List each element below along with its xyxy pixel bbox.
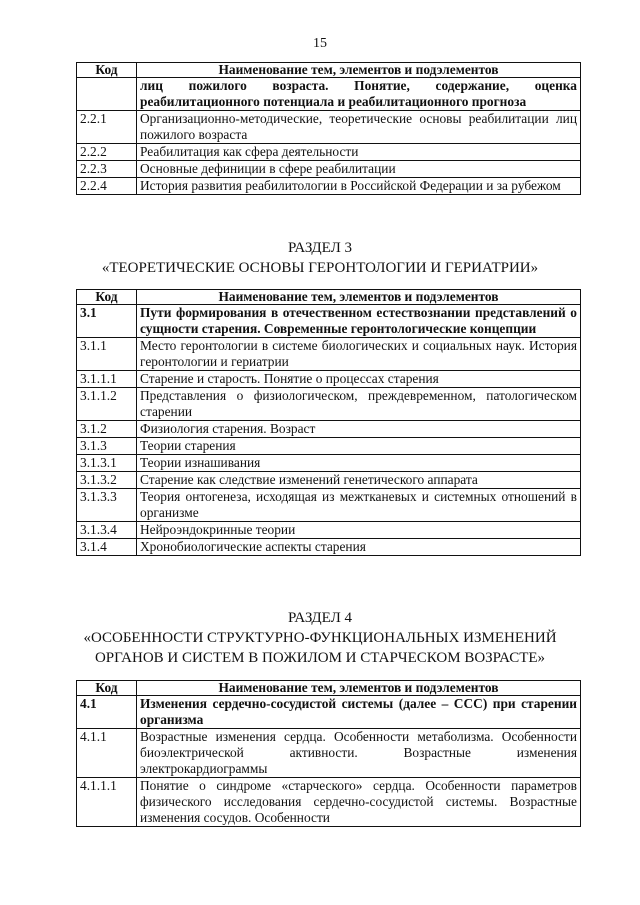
column-header-code: Код (77, 681, 137, 696)
table-header-row (77, 63, 581, 78)
row-code: 3.1 (77, 305, 137, 338)
table-row (77, 421, 581, 438)
row-code: 2.2.2 (77, 144, 137, 161)
row-name: Теории старения (137, 438, 581, 455)
row-name: Старение как следствие изменений генетического аппарата (137, 472, 581, 489)
row-name: История развития реабилитологии в Российской Федерации и за рубежом (137, 178, 581, 195)
row-name: Пути формирования в отечественном естествознании представлений о сущности старения. Современные геронтологические концепции (137, 305, 581, 338)
section-3-title: «ТЕОРЕТИЧЕСКИЕ ОСНОВЫ ГЕРОНТОЛОГИИ И ГЕРИАТРИИ» (101, 260, 539, 276)
row-code: 4.1.1.1 (77, 778, 137, 827)
row-code: 3.1.1 (77, 338, 137, 371)
table-row (77, 305, 581, 338)
row-code: 4.1.1 (77, 729, 137, 778)
row-name: Основные дефиниции в сфере реабилитации (137, 161, 581, 178)
table-row (77, 388, 581, 421)
row-code: 3.1.3.4 (77, 522, 137, 539)
column-header-code: Код (77, 63, 137, 78)
row-name: Возрастные изменения сердца. Особенности метаболизма. Особенности биоэлектрической активности. Возрастные изменения электрокардиограммы (137, 729, 581, 778)
row-code: 2.2.1 (77, 111, 137, 144)
table-row (77, 472, 581, 489)
column-header-name: Наименование тем, элементов и подэлементов (137, 63, 581, 78)
row-code: 3.1.3.1 (77, 455, 137, 472)
row-name: Старение и старость. Понятие о процессах старения (137, 371, 581, 388)
table-row (77, 778, 581, 827)
row-name: Изменения сердечно-сосудистой системы (далее – ССС) при старении организма (137, 696, 581, 729)
row-code: 3.1.1.2 (77, 388, 137, 421)
column-header-code: Код (77, 290, 137, 305)
row-code: 3.1.2 (77, 421, 137, 438)
row-name: Физиология старения. Возраст (137, 421, 581, 438)
row-name: Представления о физиологическом, преждевременном, патологическом старении (137, 388, 581, 421)
row-name: Понятие о синдроме «старческого» сердца. Особенности параметров физического исследования сердечно-сосудистой системы. Возрастные изменения сосудов. Особенности (137, 778, 581, 827)
section-3-label: РАЗДЕЛ 3 (287, 240, 353, 256)
column-header-name: Наименование тем, элементов и подэлементов (137, 681, 581, 696)
row-name: Хронобиологические аспекты старения (137, 539, 581, 556)
row-name: лиц пожилого возраста. Понятие, содержание, оценка реабилитационного потенциала и реабилитационного прогноза (137, 78, 581, 111)
section-4-label: РАЗДЕЛ 4 (287, 610, 353, 626)
section-4-title-line2: ОРГАНОВ И СИСТЕМ В ПОЖИЛОМ И СТАРЧЕСКОМ ВОЗРАСТЕ» (94, 650, 546, 666)
row-name: Организационно-методические, теоретические основы реабилитации лиц пожилого возраста (137, 111, 581, 144)
table-row (77, 78, 581, 111)
row-name: Теория онтогенеза, исходящая из межтканевых и системных отношений в организме (137, 489, 581, 522)
row-code: 2.2.3 (77, 161, 137, 178)
table-row (77, 438, 581, 455)
row-code: 3.1.4 (77, 539, 137, 556)
table-header-row (77, 290, 581, 305)
section-4-title-line1: «ОСОБЕННОСТИ СТРУКТУРНО-ФУНКЦИОНАЛЬНЫХ ИЗМЕНЕНИЙ (83, 630, 557, 646)
row-name: Реабилитация как сфера деятельности (137, 144, 581, 161)
section-4-heading (0, 608, 640, 668)
table-row (77, 696, 581, 729)
table-row (77, 111, 581, 144)
table-row (77, 338, 581, 371)
column-header-name: Наименование тем, элементов и подэлементов (137, 290, 581, 305)
table-row (77, 178, 581, 195)
row-code: 3.1.3.2 (77, 472, 137, 489)
table-row (77, 539, 581, 556)
table-row (77, 489, 581, 522)
row-code: 4.1 (77, 696, 137, 729)
row-name: Место геронтологии в системе биологических и социальных наук. История геронтологии и гериатрии (137, 338, 581, 371)
section-3-heading (0, 238, 640, 278)
table-row (77, 144, 581, 161)
page-number: 15 (313, 36, 327, 51)
row-code: 3.1.3.3 (77, 489, 137, 522)
table-row (77, 455, 581, 472)
row-code (77, 78, 137, 111)
row-name: Нейроэндокринные теории (137, 522, 581, 539)
table-section2-continued (76, 62, 581, 195)
row-code: 3.1.3 (77, 438, 137, 455)
table-row (77, 161, 581, 178)
table-row (77, 729, 581, 778)
row-code: 3.1.1.1 (77, 371, 137, 388)
table-row (77, 522, 581, 539)
row-name: Теории изнашивания (137, 455, 581, 472)
table-section3 (76, 289, 581, 556)
table-header-row (77, 681, 581, 696)
table-section4 (76, 680, 581, 827)
row-code: 2.2.4 (77, 178, 137, 195)
table-row (77, 371, 581, 388)
